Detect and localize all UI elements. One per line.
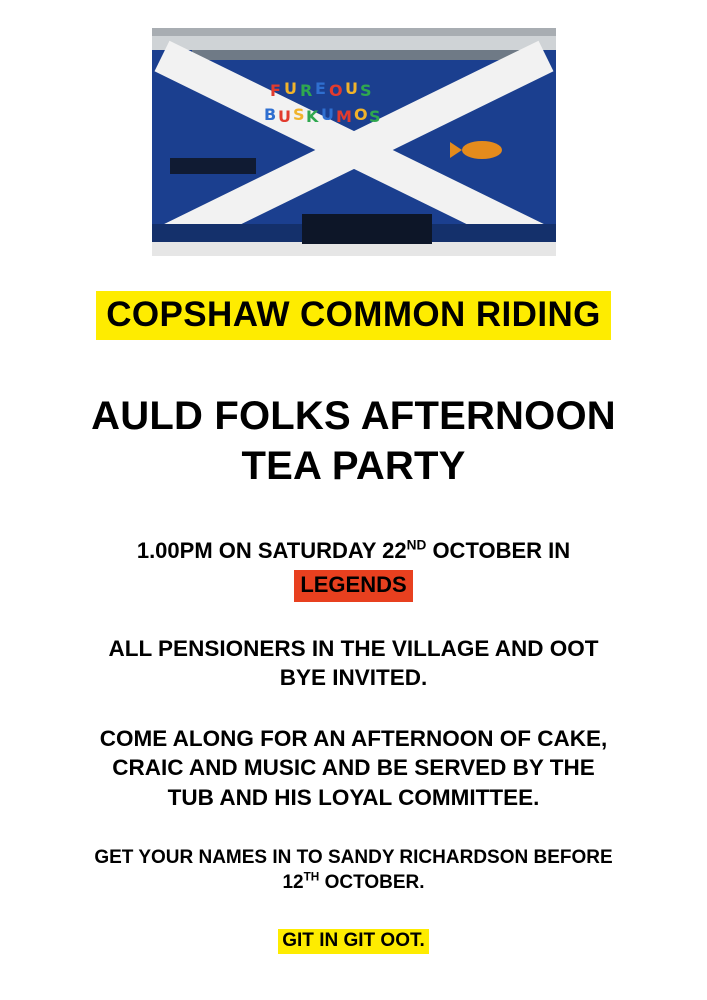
event-venue-line [44,570,664,602]
event-datetime-prefix: 1.00PM ON SATURDAY 22 [136,538,407,564]
footer-wrapper [0,929,707,954]
headline-band-wrapper [0,291,707,340]
description-line-3: TUB AND HIS LOYAL COMMITTEE. [167,784,540,810]
footer-slogan-highlight: GIT IN GIT OOT. [278,929,429,954]
svg-text:U: U [344,79,358,98]
svg-text:B: B [263,105,276,124]
event-title [34,392,674,491]
svg-text:E: E [314,79,326,98]
rsvp-line-1: GET YOUR NAMES IN TO SANDY RICHARDSON BEFORE [94,846,613,868]
description-text [34,724,674,812]
event-datetime [44,537,664,601]
svg-text:S: S [368,107,381,126]
rsvp-deadline-ordinal: TH [303,870,320,884]
svg-text:S: S [359,81,372,100]
event-title-line-2: TEA PARTY [241,443,466,488]
svg-text:R: R [299,81,312,100]
description-line-1: COME ALONG FOR AN AFTERNOON OF CAKE, [99,726,608,752]
event-venue-highlight: LEGENDS [294,570,412,602]
svg-text:S: S [292,105,305,124]
svg-text:U: U [277,107,291,126]
invitation-line-2: BYE INVITED. [279,664,428,690]
svg-text:O: O [328,81,343,100]
event-date-ordinal: ND [406,538,427,554]
svg-text:O: O [353,105,368,124]
rsvp-line-2 [34,871,674,896]
event-title-line-1: AULD FOLKS AFTERNOON [91,394,616,439]
rsvp-deadline-number: 12 [282,871,304,893]
event-datetime-suffix: OCTOBER IN [426,538,571,564]
rsvp-deadline-suffix: OCTOBER. [319,871,425,893]
svg-text:M: M [335,107,352,126]
saltire-flag-banner-photo [152,28,556,256]
invitation-text [44,634,664,693]
description-line-2: CRAIC AND MUSIC AND BE SERVED BY THE [112,755,595,781]
flag-illustration [152,28,556,256]
svg-text:U: U [320,105,334,124]
svg-text:F: F [269,81,281,100]
page-title-highlight: COPSHAW COMMON RIDING [96,291,611,340]
svg-text:K: K [305,107,318,126]
invitation-line-1: ALL PENSIONERS IN THE VILLAGE AND OOT [108,635,599,661]
svg-text:U: U [283,79,297,98]
rsvp-text [34,846,674,895]
